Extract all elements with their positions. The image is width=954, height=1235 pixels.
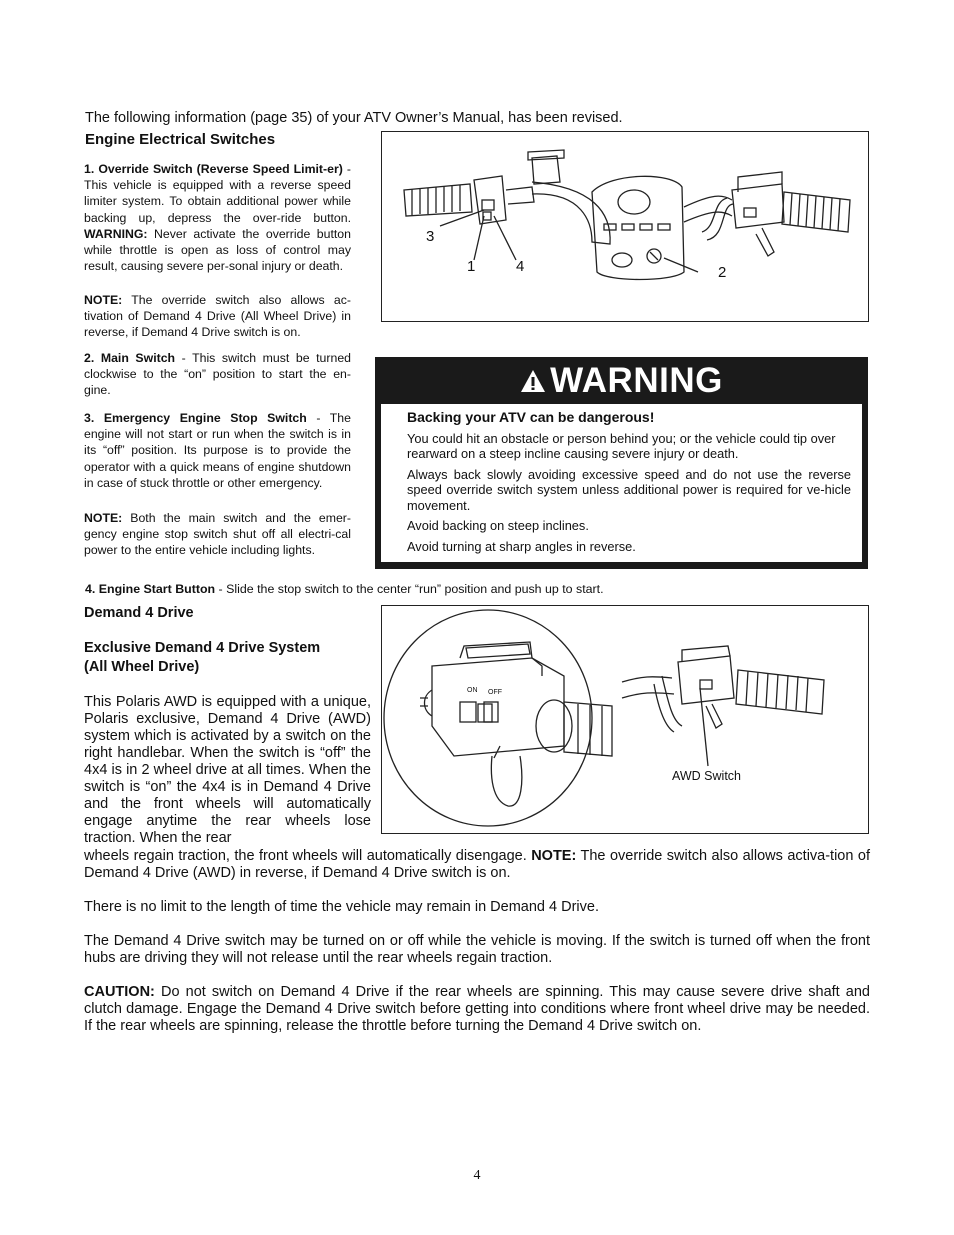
handlebar-figure xyxy=(381,131,869,322)
awd-paragraph-continued: wheels regain traction, the front wheels will automatically disengage. NOTE: The override switch also allows activa-tion of Demand 4 Drive (AWD) in reverse, if Demand 4 Drive switch is on. xyxy=(84,848,870,881)
item-override-switch: 1. Override Switch (Reverse Speed Limit-er) - This vehicle is equipped with a reverse speed limiter system. To obtain additional power while backing up, depress the over-ride button. WARNING: Never activate the override button while throttle is open as loss of control may result, causing severe per-sonal injury or death. xyxy=(84,162,352,274)
callout-3: 3 xyxy=(426,228,435,245)
warning-subtitle: Backing your ATV can be dangerous! xyxy=(407,409,655,425)
callout-1: 1 xyxy=(467,258,476,275)
warning-title: WARNING xyxy=(550,360,723,400)
heading-demand-4-drive: Demand 4 Drive xyxy=(84,605,194,621)
heading-exclusive-1: Exclusive Demand 4 Drive System xyxy=(84,640,321,656)
warning-line: You could hit an obstacle or person behind you; or the vehicle could tip over rearward on a steep incline causing severe injury or death. xyxy=(407,430,836,461)
warning-line: Avoid backing on steep inclines. xyxy=(407,518,589,533)
item-engine-start: 4. Engine Start Button - Slide the stop switch to the center “run” position and push up to start. xyxy=(85,582,604,596)
awd-switch-figure xyxy=(381,605,869,834)
paragraph-no-limit: There is no limit to the length of time the vehicle may remain in Demand 4 Drive. xyxy=(84,899,599,915)
item-main-switch: 2. Main Switch - This switch must be turned clockwise to the “on” position to start the en-gine. xyxy=(84,351,351,398)
page-number: 4 xyxy=(473,1168,481,1183)
warning-line: Always back slowly avoiding excessive speed and do not use the reverse speed override switch system unless additional power is required for ve-hicle movement. xyxy=(407,466,851,513)
warning-triangle-icon xyxy=(520,369,546,393)
intro-text: The following information (page 35) of your ATV Owner’s Manual, has been revised. xyxy=(85,110,623,126)
item-emergency-stop: 3. Emergency Engine Stop Switch - The engine will not start or run when the switch is in its “off” position. Its purpose is to provide the operator with a quick means of engine shutdown in case of stuck throttle or other emergency. xyxy=(84,411,351,490)
heading-exclusive-2: (All Wheel Drive) xyxy=(84,659,200,675)
warning-header xyxy=(375,357,868,404)
awd-switch-illustration xyxy=(382,606,868,833)
callout-2: 2 xyxy=(718,264,727,281)
awd-switch-label: AWD Switch xyxy=(672,769,741,783)
note-switches: NOTE: Both the main switch and the emer-gency engine stop switch shut off all electri-cal power to the entire vehicle including lights. xyxy=(84,511,351,558)
switch-off-label: OFF xyxy=(488,689,502,696)
callout-4: 4 xyxy=(516,258,525,275)
warning-body xyxy=(381,404,862,562)
heading-engine-switches: Engine Electrical Switches xyxy=(85,131,276,148)
awd-paragraph-left: This Polaris AWD is equipped with a unique, Polaris exclusive, Demand 4 Drive (AWD) system which is activated by a switch on the right handlebar. When the switch is “off” the 4x4 is in 2 wheel drive at all times. When the switch is “on” the 4x4 is in Demand 4 Drive and the front wheels will automatically engage anytime the rear wheels lose traction. When the rear xyxy=(84,694,371,846)
paragraph-caution: CAUTION: Do not switch on Demand 4 Drive if the rear wheels are spinning. This may cause severe drive shaft and clutch damage. Engage the Demand 4 Drive switch before getting into conditions where front wheel drive may be needed. If the rear wheels are spinning, release the throttle before turning the Demand 4 Drive switch on. xyxy=(84,984,870,1034)
warning-box xyxy=(375,357,868,569)
paragraph-while-moving: The Demand 4 Drive switch may be turned on or off while the vehicle is moving. If the switch is turned off when the front hubs are driving they will not release until the rear wheels regain traction. xyxy=(84,933,870,966)
warning-line: Avoid turning at sharp angles in reverse. xyxy=(407,538,636,554)
switch-on-label: ON xyxy=(467,687,478,694)
note-override: NOTE: The override switch also allows ac-tivation of Demand 4 Drive (All Wheel Drive) in reverse, if Demand 4 Drive switch is on. xyxy=(84,293,351,340)
handlebar-illustration xyxy=(382,132,868,321)
